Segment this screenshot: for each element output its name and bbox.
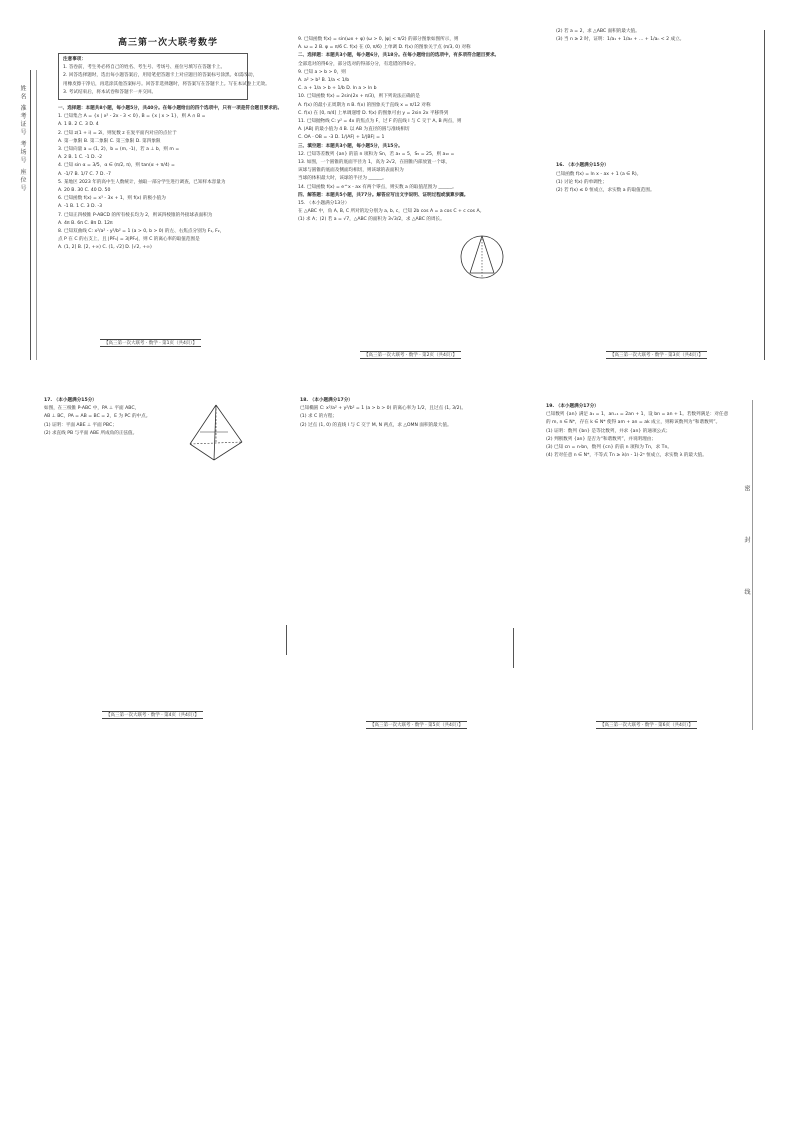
question-line: 已知数列 {an} 满足 a₁ = 1，an₊₁ = 2an + 1，设 bn = an + 1。若数列满足：对任意 [546,412,729,418]
question-line: 已知函数 f(x) = ln x - ax + 1 (a ∈ R)。 [556,171,642,177]
notice-line: 用橡皮擦干净后，再选涂其他答案标号。回答非选择题时，将答案写在答题卡上。写在本试卷上无效。 [63,81,270,87]
page-footer: 【高三第一次大联考 · 数学 · 第6页（共4页）】 [596,721,697,729]
notice-line: 3. 考试结束后，将本试卷和答题卡一并交回。 [63,89,157,95]
options-line: A. |AB| 的最小值为 4 B. 以 AB 为直径的圆与准线相切 [298,127,410,133]
question-line: 如图，在三棱锥 P-ABC 中，PA ⊥ 平面 ABC， [44,406,140,412]
question-line: 13. 如图，一个圆锥的底面半径为 1，高为 2√2，在圆锥内部放置一个球， [298,160,451,166]
binding-line [36,70,37,360]
question-line: 9. 已知 a > b > 0，则 [298,69,346,75]
question-line: 14. 已知函数 f(x) = e^x - ax 有两个零点，则实数 a 的取值范围为 ______。 [298,184,457,190]
seal-line [752,400,753,730]
fold-line [513,628,514,668]
question-line: 11. 已知抛物线 C: y² = 4x 的焦点为 F，过 F 的直线 l 与 C 交于 A, B 两点，则 [298,119,462,125]
notice-box [58,53,270,100]
question-line: 3. 已知向量 a = (1, 2)，b = (m, -1)，若 a ⊥ b，则 m = [58,147,180,153]
question-line: 的 m, n ∈ N*，存在 k ∈ N* 使得 am + an = ak 成立，则称该数列为“和谐数列”。 [546,420,721,426]
options-line: C. a + 1/a > b + 1/b D. ln a > ln b [298,86,377,92]
page-4 [44,397,194,457]
question-line: 在 △ABC 中，角 A, B, C 所对的边分别为 a, b, c，已知 2b cos A = a cos C + c cos A。 [298,209,485,215]
question-line: 4. 已知 sin α = 3/5，α ∈ (π/2, π)，则 tan(α + π/4) = [58,163,175,169]
options-line: C. OA · OB = -3 D. 1/|AF| + 1/|BF| = 1 [298,135,385,141]
options-line: C. f(x) 在 [0, π/4] 上单调递增 D. f(x) 的图象可由 y = 2sin 2x 平移得到 [298,110,449,116]
options-line: A. ω = 2 B. φ = π/6 C. f(x) 在 (0, π/6) 上单调 D. f(x) 的图象关于点 (π/3, 0) 对称 [298,45,471,51]
options-line: A. (1, 2] B. [2, +∞) C. (1, √2] D. [√2, +∞) [58,245,152,251]
options-line: A. 1 B. 2 C. 3 D. 4 [58,122,99,128]
options-line: A. 4π B. 6π C. 8π D. 12π [58,220,113,226]
notice-line: 1. 答卷前，考生务必将自己的姓名、考生号、考场号、座位号填写在答题卡上。 [63,65,226,71]
question-line: 9. 已知函数 f(x) = sin(ωx + φ) (ω > 0, |φ| < π/2) 的部分图象如图所示，则 [298,37,459,42]
question-line: (2) 若 a = 2，求 △ABC 面积的最大值。 [556,29,640,34]
page-3 [556,28,756,218]
question-line: 7. 已知正四棱锥 P-ABCD 的所有棱长均为 2，则该四棱锥的外接球表面积为 [58,212,213,218]
section-heading: 四、解答题：本题共5小题，共77分。解答应写出文字说明、证明过程或演算步骤。 [298,192,469,198]
page-footer: 【高三第一次大联考 · 数学 · 第3页（共4页）】 [606,351,707,359]
options-line: A. 2 B. 1 C. -1 D. -2 [58,155,103,161]
question-line: 6. 已知函数 f(x) = x³ - 3x + 1，则 f(x) 的极小值为 [58,196,166,202]
question-line: 10. 已知函数 f(x) = 2sin(2x + π/3)，则下列说法正确的是 [298,94,420,100]
binding-line [30,70,31,360]
question-heading: 19. （本小题满分17分） [546,404,599,409]
exam-title: 高三第一次大联考数学 [117,38,218,48]
question-line: (2) 过点 (1, 0) 的直线 l 与 C 交于 M, N 两点，求 △OMN 面积的最大值。 [300,422,452,428]
question-heading: 18. （本小题满分17分） [300,398,353,403]
question-line: (1) 求 A；(2) 若 a = √7，△ABC 的面积为 3√3/2，求 △ABC 的周长。 [298,217,445,223]
fold-line [764,30,765,360]
notice-line: 注意事项： [63,57,86,62]
question-line: (3) 当 n ≥ 2 时，证明：1/a₁ + 1/a₂ + … + 1/aₙ < 2 成立。 [556,37,685,43]
question-line: (1) 证明：平面 ABE ⊥ 平面 PBC； [44,422,117,428]
question-line: 15. （本小题满分13分） [298,201,350,207]
question-line: (3) 已知 cn = n·bn，数列 {cn} 的前 n 项和为 Tn，求 Tn。 [546,445,672,451]
question-line: (2) 求直线 PB 与平面 ABE 所成角的正弦值。 [44,430,138,436]
question-line: 当球的体积最大时，该球的半径为 ______。 [298,176,387,182]
question-line: 已知椭圆 C: x²/a² + y²/b² = 1 (a > b > 0) 的离心率为 1/2，且过点 (1, 3/2)。 [300,406,466,412]
options-line: A. -1/7 B. 1/7 C. 7 D. -7 [58,171,111,177]
question-line: (4) 若对任意 n ∈ N*，不等式 Tn ≥ λ(n - 1)·2ⁿ 恒成立，求实数 λ 的最大值。 [546,453,707,459]
seal-line-label: 密 封 线 [743,485,750,617]
question-line: (1) 讨论 f(x) 的单调性； [556,179,607,185]
page-5 [300,397,500,447]
pyramid-figure [184,402,248,464]
question-heading: 16. （本小题满分15分） [556,163,609,169]
page-2 [298,36,510,358]
question-line: 全部选对的得6分，部分选对的得部分分，有选错的得0分。 [298,61,419,67]
options-line: A. 20 B. 30 C. 40 D. 50 [58,188,111,194]
options-line: A. -1 B. 1 C. 3 D. -3 [58,204,103,210]
question-line: 2. 已知 z(1 + i) = 2i，则复数 z 在复平面内对应的点位于 [58,130,177,136]
page-1 [58,36,283,346]
cone-figure [458,233,506,281]
question-line: (1) 证明：数列 {bn} 是等比数列，并求 {an} 的通项公式； [546,428,671,434]
question-line: 5. 某地区 2023 年的高中生人数统计，抽取一部分学生进行调查，已知样本容量为 [58,179,226,185]
question-line: 该球与圆锥的底面及侧面均相切，则该球的表面积为 [298,168,404,174]
page-footer: 【高三第一次大联考 · 数学 · 第5页（共4页）】 [366,721,467,729]
question-line: (2) 判断数列 {an} 是否为“和谐数列”，并说明理由； [546,436,656,442]
options-line: A. f(x) 的最小正周期为 π B. f(x) 的图象关于直线 x = π/12 对称 [298,102,431,108]
notice-line: 2. 回答选择题时，选出每小题答案后，用铅笔把答题卡上对应题目的答案标号涂黑。如需改动， [63,73,258,79]
question-heading: 17. （本小题满分15分） [44,398,97,403]
question-line: AB ⊥ BC，PA = AB = BC = 2，E 为 PC 的中点。 [44,414,151,420]
page-footer: 【高三第一次大联考 · 数学 · 第2页（共4页）】 [360,351,461,359]
section-heading: 一、选择题：本题共8小题，每小题5分，共40分。在每小题给出的四个选项中，只有一项是符合题目要求的。 [58,106,283,112]
question-line: 点 P 在 C 的右支上，且 |PF₁| = 3|PF₂|，则 C 的离心率的取值范围是 [58,237,200,243]
page-6 [546,403,738,483]
question-line: 12. 已知等差数列 {an} 的前 n 项和为 Sn，若 a₃ = 5，S₅ = 25，则 a₁₀ = [298,151,455,157]
options-line: A. a² > b² B. 1/a < 1/b [298,78,350,84]
section-heading: 二、选择题：本题共3小题，每小题6分，共18分。在每小题给出的选项中，有多项符合题目要求。 [298,53,500,59]
question-line: (1) 求 C 的方程； [300,414,338,420]
question-line: 8. 已知双曲线 C: x²/a² - y²/b² = 1 (a > 0, b > 0) 的左、右焦点分别为 F₁, F₂， [58,229,225,235]
page-footer: 【高三第一次大联考 · 数学 · 第1页（共4页）】 [100,339,201,347]
page-footer: 【高三第一次大联考 · 数学 · 第4页（共4页）】 [102,711,203,719]
question-line: 1. 已知集合 A = {x | x² - 2x - 3 < 0}, B = {x | x > 1}，则 A ∩ B = [58,114,206,120]
question-line: (2) 若 f(x) ≤ 0 恒成立，求实数 a 的取值范围。 [556,188,655,194]
binding-side-label: 姓名 准考证号 考场号 座位号 [19,85,26,193]
fold-line [286,625,287,655]
section-heading: 三、填空题：本题共3小题，每小题5分，共15分。 [298,143,403,149]
options-line: A. 第一象限 B. 第二象限 C. 第三象限 D. 第四象限 [58,138,161,144]
